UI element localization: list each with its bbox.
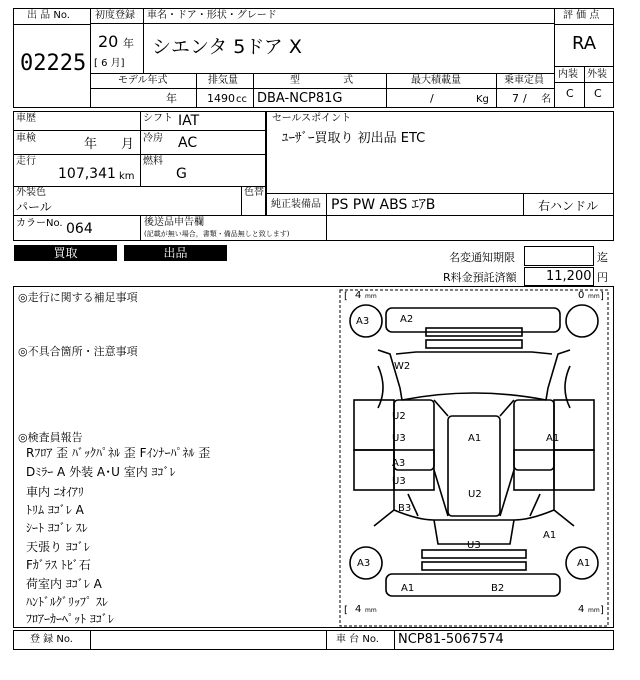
capacity-value: 7 [512, 92, 519, 105]
fuel-label: 燃料 [143, 156, 163, 167]
damage-code: U3 [467, 540, 481, 551]
post-docs-label: 後送品申告欄 [144, 217, 204, 228]
inspection-month: 月 [121, 137, 135, 152]
equipment-label: 純正装備品 [271, 199, 321, 210]
history-label: 車歴 [16, 113, 36, 124]
ac-label: 冷房 [143, 133, 163, 144]
defects-notes-label: ◎不具合箇所・注意事項 [18, 345, 138, 358]
tire-tl-depth: 4 [355, 290, 362, 301]
model-year-unit: 年 [166, 92, 177, 105]
tire-bl-unit: mm [365, 607, 377, 614]
lot-number: 02225 [20, 51, 87, 76]
damage-code: A1 [401, 583, 415, 594]
recycle-amount: 11,200 [546, 269, 592, 284]
shift-value: IAT [178, 113, 200, 129]
model-year-label: モデル年式 [118, 75, 168, 86]
chassis-number: NCP81-5067574 [398, 632, 504, 647]
report-line: Rﾌﾛｱ 歪 ﾊﾞｯｸﾊﾟﾈﾙ 歪 Fｲﾝﾅｰﾊﾟﾈﾙ 歪 [26, 446, 211, 460]
shift-label: シフト [143, 113, 173, 124]
damage-code: U2 [392, 411, 406, 422]
interior-label: 内装 [558, 69, 578, 80]
tire-bl-depth: 4 [355, 604, 362, 615]
exterior-grade: C [594, 87, 602, 100]
footer-box [13, 630, 614, 650]
report-line: Fｶﾞﾗｽ ﾄﾋﾞ石 [26, 558, 91, 572]
color-change-label: 色替 [244, 187, 264, 198]
car-diagram [338, 288, 610, 628]
score-label: 評 価 点 [563, 10, 600, 21]
svg-text:]: ] [600, 605, 604, 616]
report-line: 荷室内 ﾖｺﾞﾚ A [26, 577, 102, 591]
damage-code: A1 [543, 530, 557, 541]
ext-color-value: パール [16, 200, 52, 214]
max-load-unit: Kg [476, 94, 489, 105]
damage-code: A3 [356, 316, 370, 327]
buyback-badge: 買取 [14, 245, 117, 261]
lot-label: 出 品 No. [27, 10, 70, 21]
tire-tr-depth: 0 [578, 290, 585, 301]
report-line: 天張り ﾖｺﾞﾚ [26, 540, 90, 554]
report-line: ﾊﾝﾄﾞﾙｸﾞﾘｯﾌﾟ ｽﾚ [26, 595, 108, 609]
score-value: RA [572, 33, 597, 54]
post-docs-note: (記載が無い場合，書類・備品無しと致します) [144, 230, 290, 238]
driving-notes-label: ◎走行に関する補足事項 [18, 291, 138, 304]
damage-code: B3 [398, 503, 412, 514]
svg-text:[: [ [344, 605, 348, 616]
model-value: DBA-NCP81G [257, 91, 343, 106]
deadline-field [524, 246, 594, 266]
year-unit: 年 [123, 37, 134, 50]
recycle-unit: 円 [597, 271, 608, 284]
car-name-label: 車名・ドア・形状・グレード [147, 10, 277, 21]
damage-code: A1 [468, 433, 482, 444]
damage-code: U2 [468, 489, 482, 500]
tire-tr-unit: mm [588, 293, 600, 300]
damage-code: B2 [491, 583, 505, 594]
sales-point-label: セールスポイント [272, 113, 352, 124]
chassis-label: 車 台 No. [336, 634, 379, 645]
color-no-label: カラーNo. [16, 218, 63, 229]
mileage-value: 107,341 [58, 166, 116, 182]
recycle-label: R料金預託済額 [443, 271, 517, 284]
first-reg-month: [ 6 月] [94, 58, 125, 69]
mileage-unit: km [119, 171, 135, 182]
tire-br-depth: 4 [578, 604, 585, 615]
damage-code: A2 [400, 314, 414, 325]
deadline-unit: 迄 [597, 251, 608, 264]
svg-text:[: [ [344, 291, 348, 302]
car-name: シエンタ 5ドア X [152, 36, 302, 58]
first-reg-label: 初度登録 [95, 10, 135, 21]
handle-value: 右ハンドル [538, 199, 599, 213]
color-no-value: 064 [66, 221, 93, 237]
fuel-value: G [176, 166, 187, 182]
displacement-label: 排気量 [208, 75, 238, 86]
tire-tl-unit: mm [365, 293, 377, 300]
color-no-box [13, 215, 614, 241]
damage-code: U3 [392, 476, 406, 487]
svg-text:]: ] [600, 291, 604, 302]
report-line: Dﾐﾗｰ A 外装 A･U 室内 ﾖｺﾞﾚ [26, 465, 176, 479]
damage-code: A3 [392, 458, 406, 469]
first-reg-year: 20 [98, 32, 119, 51]
report-line: ﾄﾘﾑ ﾖｺﾞﾚ A [26, 503, 84, 517]
capacity-sep: / [523, 92, 527, 105]
reg-no-label: 登 録 No. [30, 634, 73, 645]
ext-color-label: 外装色 [16, 187, 46, 198]
damage-code: U3 [392, 433, 406, 444]
report-line: 車内 ﾆｵｲｱﾘ [26, 485, 84, 499]
max-load-sep: / [430, 92, 434, 105]
damage-code: W2 [394, 361, 411, 372]
interior-grade: C [566, 87, 574, 100]
report-line: ｼｰﾄ ﾖｺﾞﾚ ｽﾚ [26, 521, 88, 535]
sales-point-value: ﾕｰｻﾞｰ買取り 初出品 ETC [282, 131, 426, 146]
inspection-year: 年 [84, 137, 98, 152]
exterior-label: 外装 [587, 69, 607, 80]
model-label: 型 式 [290, 75, 354, 86]
ac-value: AC [178, 135, 198, 151]
first-listing-badge: 出品 [124, 245, 227, 261]
displacement-unit: cc [236, 94, 247, 105]
damage-code: A1 [546, 433, 560, 444]
report-line: ﾌﾛｱｰｶｰﾍﾟｯﾄ ﾖｺﾞﾚ [26, 612, 114, 626]
inspector-report-label: ◎検査員報告 [18, 431, 83, 444]
equipment-value: PS PW ABS ｴｱB [331, 197, 436, 213]
capacity-unit: 名 [541, 94, 551, 105]
damage-code: A3 [357, 558, 371, 569]
displacement-value: 1490 [207, 92, 235, 105]
capacity-label: 乗車定員 [504, 75, 544, 86]
mileage-label: 走行 [16, 156, 36, 167]
max-load-label: 最大積載量 [411, 75, 461, 86]
inspection-label: 車検 [16, 133, 36, 144]
damage-code: A1 [577, 558, 591, 569]
tire-br-unit: mm [588, 607, 600, 614]
deadline-label: 名変通知期限 [449, 251, 515, 264]
